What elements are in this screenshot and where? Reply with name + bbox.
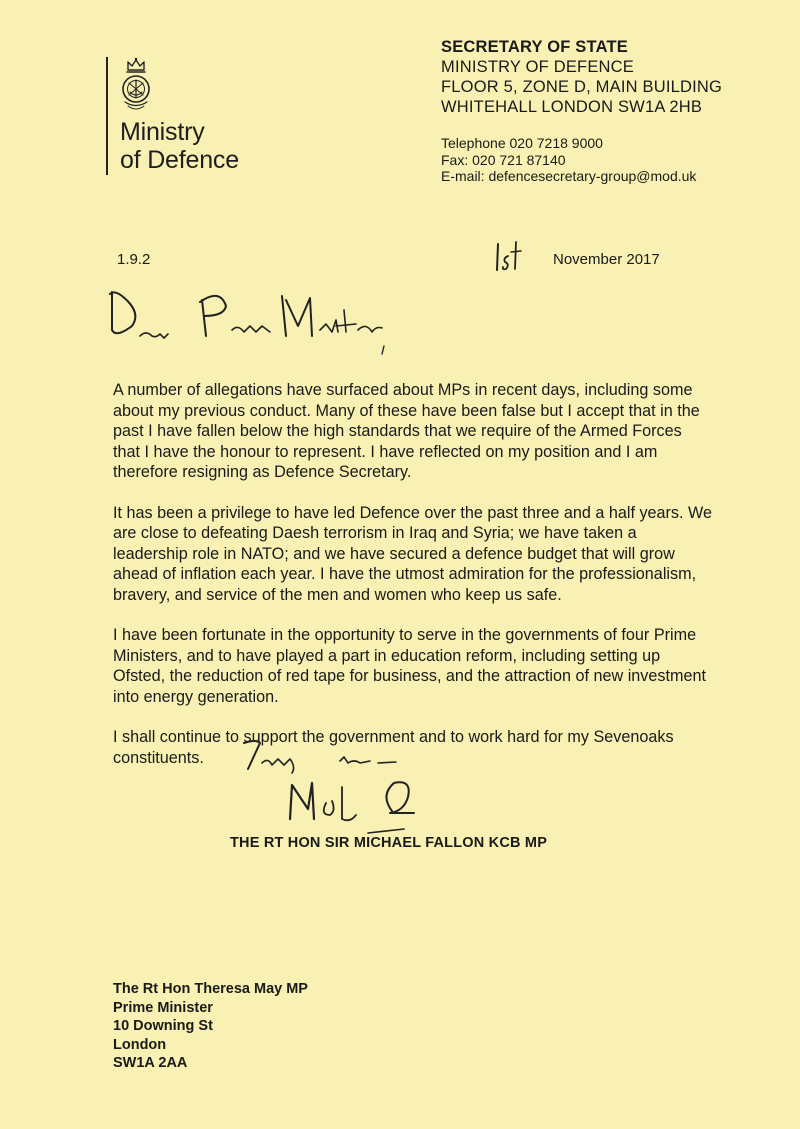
recipient-line-1: The Rt Hon Theresa May MP xyxy=(113,981,308,997)
logo-line-1: Ministry xyxy=(120,118,205,146)
handwritten-signoff xyxy=(230,735,430,780)
handwritten-salutation xyxy=(100,280,400,360)
handwritten-day xyxy=(494,240,526,274)
sender-contact xyxy=(441,135,696,185)
body-paragraph-1: A number of allegations have surfaced about MPs in recent days, including some about my previous conduct. Many of these have been false but I accept that in the past I have fallen below the high standards that we require of the Armed Forces that I have the honour to represent. I have reflected on my position and I am therefore resigning as Defence Secretary. xyxy=(113,381,700,481)
recipient-address xyxy=(113,980,308,1073)
recipient-line-2: Prime Minister xyxy=(113,999,213,1016)
letter-body xyxy=(113,380,713,788)
sender-floor: FLOOR 5, ZONE D, MAIN BUILDING xyxy=(441,78,723,96)
sender-email: E-mail: defencesecretary-group@mod.uk xyxy=(441,168,697,184)
sender-street: WHITEHALL LONDON SW1A 2HB xyxy=(441,98,703,116)
sender-telephone: Telephone 020 7218 9000 xyxy=(441,135,603,151)
ministry-of-defence-logotype xyxy=(120,118,239,174)
signatory-name: THE RT HON SIR MICHAEL FALLON KCB MP xyxy=(230,835,548,851)
letter-date: November 2017 xyxy=(553,251,660,268)
letter-reference: 1.9.2 xyxy=(117,251,151,268)
royal-crest-logo xyxy=(116,56,156,118)
body-paragraph-3: I have been fortunate in the opportunity to serve in the governments of four Prime Ministers, and to have played a part in education reform, including setting up Ofsted, the reduction of red tape for business, and the attraction of new investment into energy generation. xyxy=(113,626,706,706)
recipient-line-3: 10 Downing St xyxy=(113,1018,213,1034)
recipient-line-5: SW1A 2AA xyxy=(113,1055,188,1071)
logo-divider xyxy=(106,57,108,175)
sender-dept: MINISTRY OF DEFENCE xyxy=(441,58,634,76)
body-paragraph-2: It has been a privilege to have led Defence over the past three and a half years. We are close to defeating Daesh terrorism in Iraq and Syria; we have taken a leadership role in NATO; and we have secured a defence budget that will grow ahead of inflation each year. I have the utmost admiration for the professionalism, bravery, and service of the men and women who keep us safe. xyxy=(113,503,713,604)
sender-address xyxy=(441,37,722,117)
sender-fax: Fax: 020 721 87140 xyxy=(441,151,566,168)
sender-title: SECRETARY OF STATE xyxy=(441,38,628,56)
body-paragraph-4: I shall continue to support the government and to work hard for my Sevenoaks constituents. xyxy=(113,728,674,767)
logo-line-2: of Defence xyxy=(120,146,239,174)
recipient-line-4: London xyxy=(113,1036,167,1053)
handwritten-signature xyxy=(280,775,440,837)
